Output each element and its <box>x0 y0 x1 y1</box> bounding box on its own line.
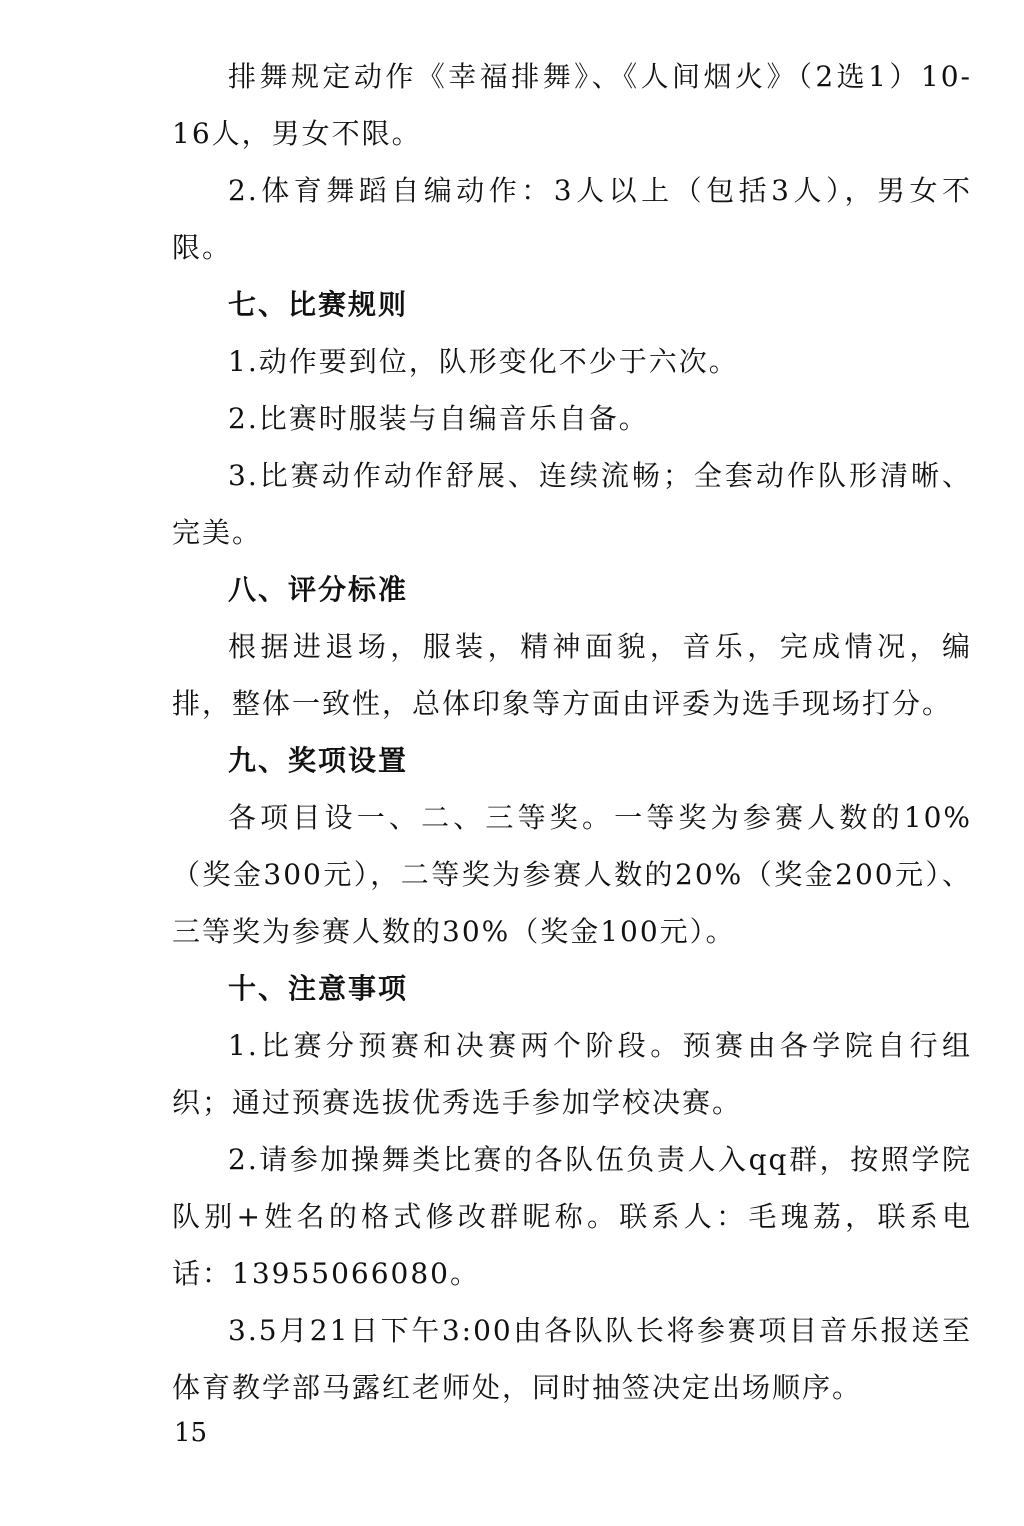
section-heading-awards: 九、奖项设置 <box>228 744 409 777</box>
section-heading-scoring: 八、评分标准 <box>228 573 409 606</box>
section-heading-notes: 十、注意事项 <box>228 972 409 1005</box>
paragraph-scoring: 根据进退场，服装，精神面貌，音乐，完成情况，编排，整体一致性，总体印象等方面由评委为选手现场打分。 <box>172 630 972 720</box>
page-number: 15 <box>174 1418 208 1448</box>
paragraph-rule-2: 2.比赛时服装与自编音乐自备。 <box>228 402 649 435</box>
paragraph-note-3: 3.5月21日下午3:00由各队队长将参赛项目音乐报送至体育教学部马露红老师处，同时抽签决定出场顺序。 <box>172 1314 972 1404</box>
paragraph-awards: 各项目设一、二、三等奖。一等奖为参赛人数的10%（奖金300元），二等奖为参赛人数的20%（奖金200元）、三等奖为参赛人数的30%（奖金100元）。 <box>172 801 972 948</box>
paragraph-rule-3: 3.比赛动作动作舒展、连续流畅；全套动作队形清晰、完美。 <box>172 459 972 549</box>
paragraph-line-dance: 排舞规定动作《幸福排舞》、《人间烟火》（2选1）10-16人，男女不限。 <box>172 60 972 150</box>
document-body <box>172 48 972 1416</box>
section-heading-rules: 七、比赛规则 <box>228 288 409 321</box>
paragraph-sport-dance: 2.体育舞蹈自编动作：3人以上（包括3人），男女不限。 <box>172 174 972 264</box>
paragraph-note-1: 1.比赛分预赛和决赛两个阶段。预赛由各学院自行组织；通过预赛选拔优秀选手参加学校决赛。 <box>172 1029 972 1119</box>
paragraph-note-2: 2.请参加操舞类比赛的各队伍负责人入qq群，按照学院队别+姓名的格式修改群昵称。联系人：毛瑰荔，联系电话：13955066080。 <box>172 1143 972 1290</box>
paragraph-rule-1: 1.动作要到位，队形变化不少于六次。 <box>228 345 739 378</box>
